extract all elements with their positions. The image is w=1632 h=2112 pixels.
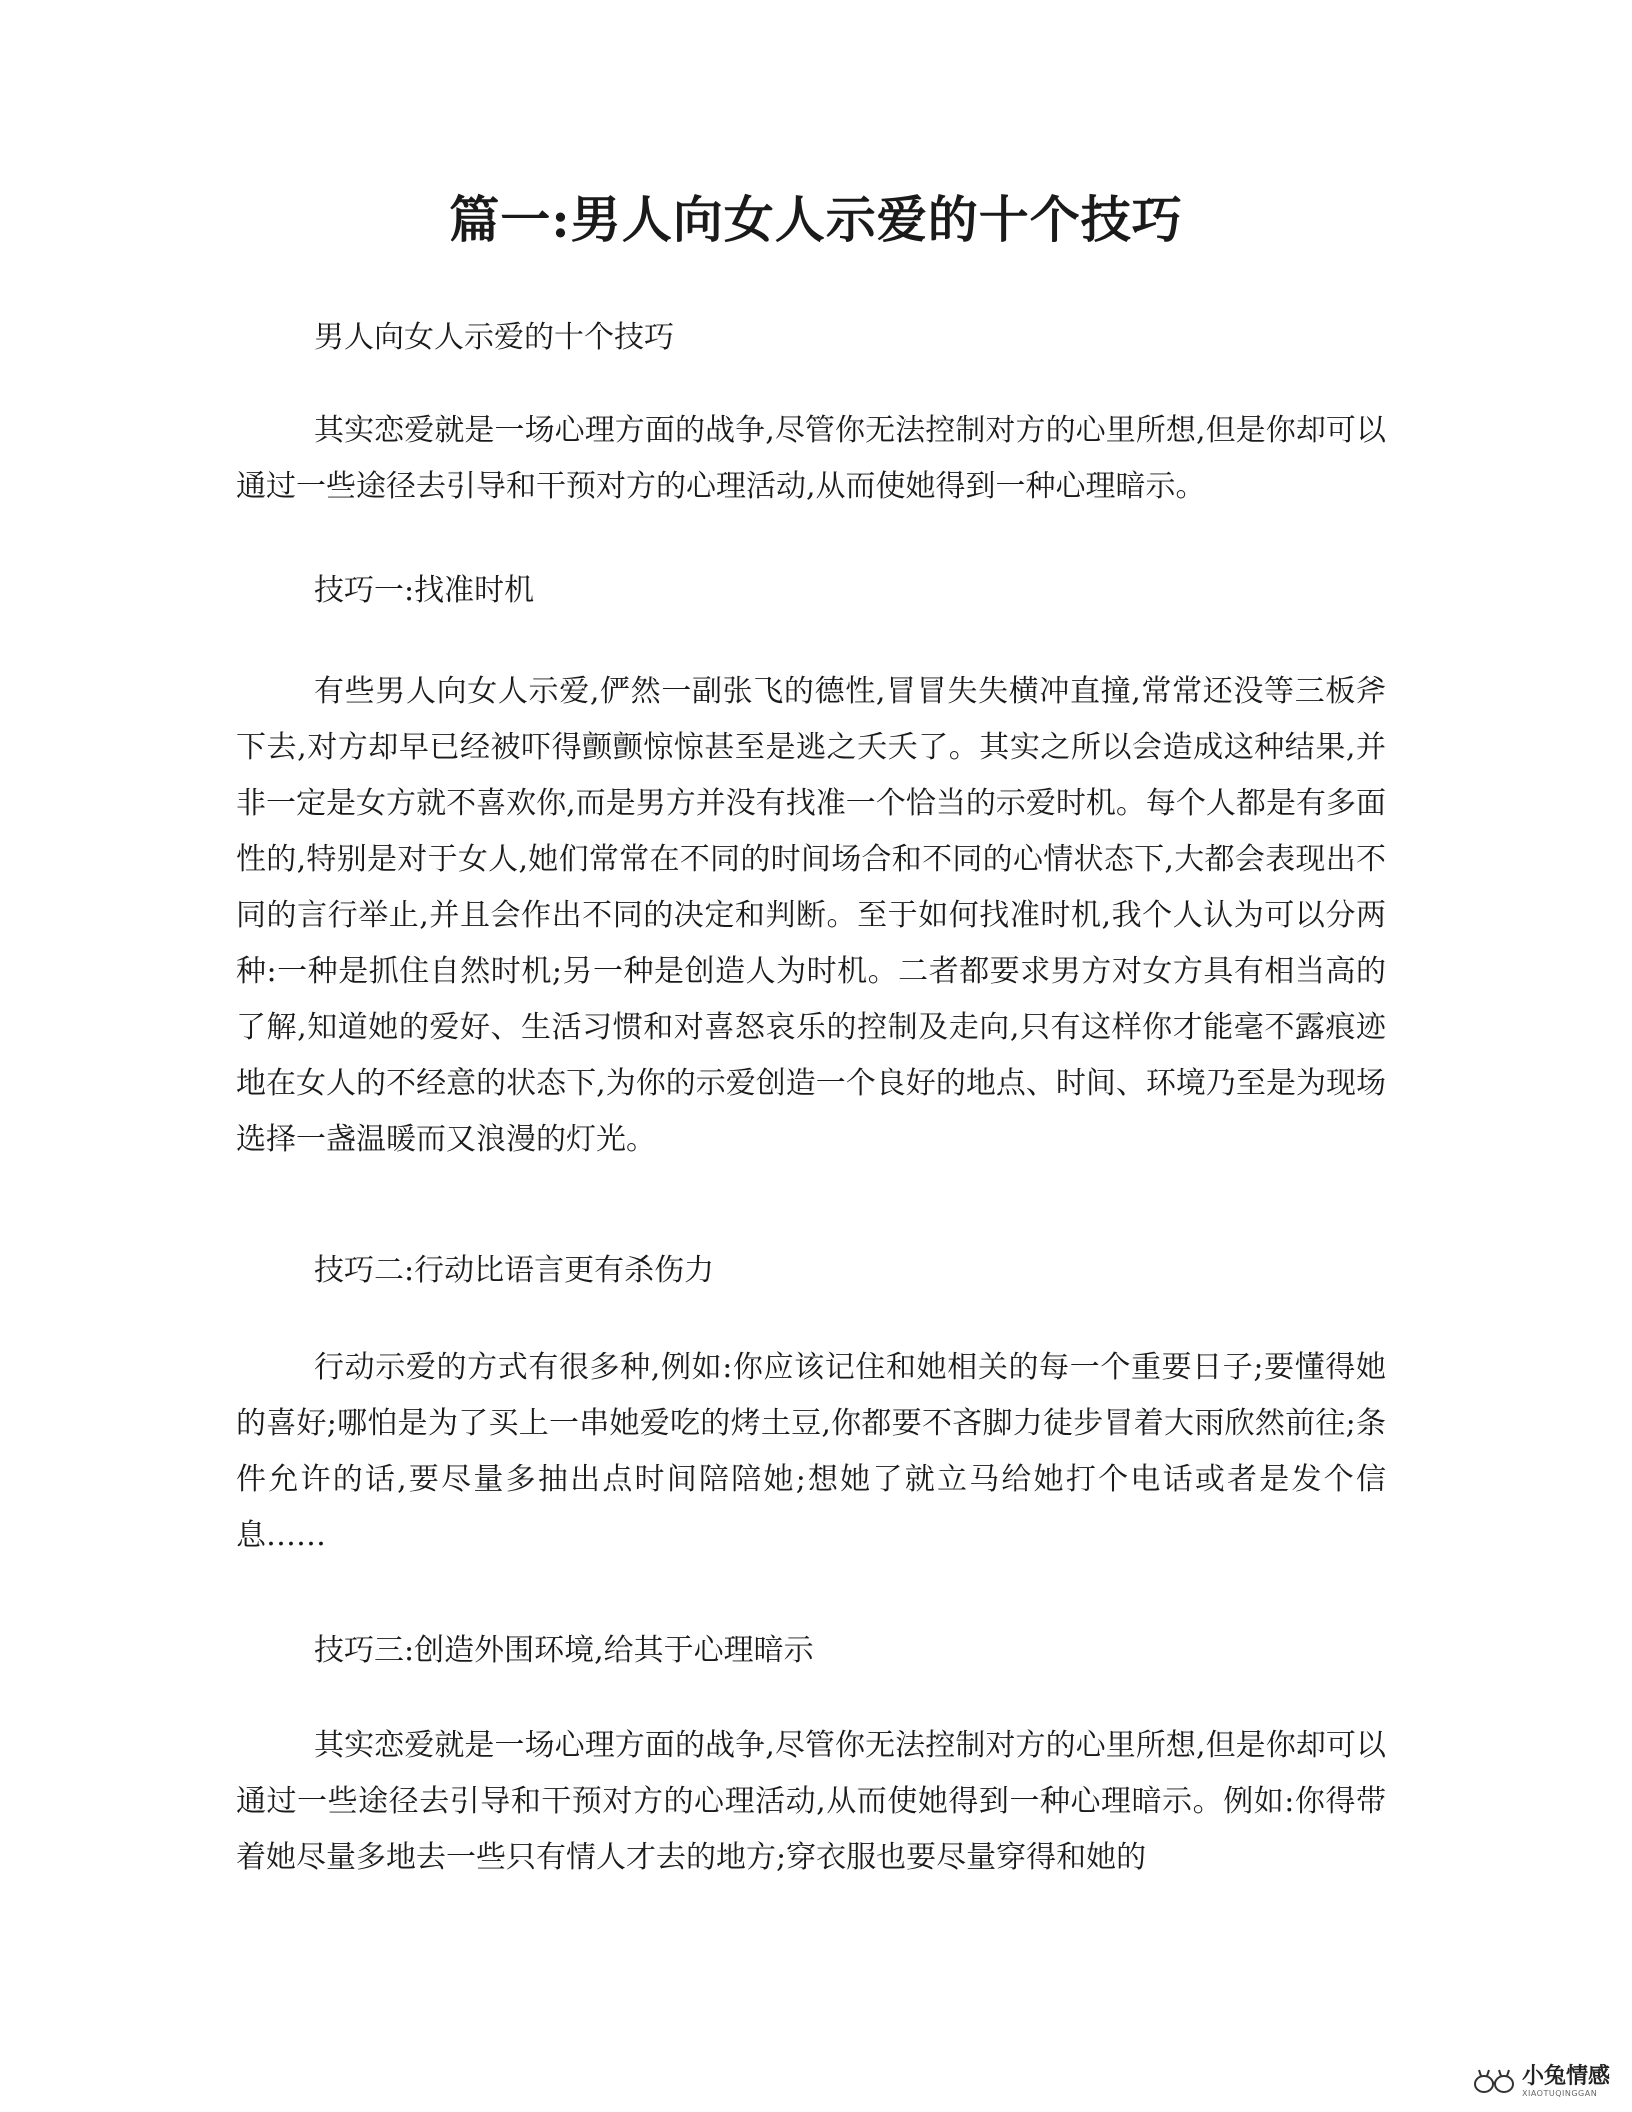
watermark-url: XIAOTUQINGGAN <box>1521 2089 1598 2098</box>
document-title: 篇一:男人向女人示爱的十个技巧 <box>449 190 1183 249</box>
paragraph-tip-2: 行动示爱的方式有很多种,例如:你应该记住和她相关的每一个重要日子;要懂得她的喜好;哪怕是为了买上一串她爱吃的烤土豆,你都要不吝脚力徒步冒着大雨欣然前往;条件允许的话,要尽量多抽出点时间陪陪她;想她了就立马给她打个电话或者是发个信息…… <box>236 1350 1386 1553</box>
heading-tip-2: 技巧二:行动比语言更有杀伤力 <box>314 1253 715 1288</box>
document-subtitle: 男人向女人示爱的十个技巧 <box>314 320 674 355</box>
paragraph-tip-3: 其实恋爱就是一场心理方面的战争,尽管你无法控制对方的心里所想,但是你却可以通过一些途径去引导和干预对方的心理活动,从而使她得到一种心理暗示。例如:你得带着她尽量多地去一些只有情人才去的地方;穿衣服也要尽量穿得和她的 <box>236 1728 1386 1875</box>
watermark <box>1472 2066 1610 2098</box>
heading-tip-3: 技巧三:创造外围环境,给其于心理暗示 <box>314 1633 814 1668</box>
watermark-name: 小兔情感 <box>1521 2064 1610 2089</box>
paragraph-tip-1: 有些男人向女人示爱,俨然一副张飞的德性,冒冒失失横冲直撞,常常还没等三板斧下去,对方却早已经被吓得颤颤惊惊甚至是逃之夭夭了。其实之所以会造成这种结果,并非一定是女方就不喜欢你,而是男方并没有找准一个恰当的示爱时机。每个人都是有多面性的,特别是对于女人,她们常常在不同的时间场合和不同的心情状态下,大都会表现出不同的言行举止,并且会作出不同的决定和判断。至于如何找准时机,我个人认为可以分两种:一种是抓住自然时机;另一种是创造人为时机。二者都要求男方对女方具有相当高的了解,知道她的爱好、生活习惯和对喜怒哀乐的控制及走向,只有这样你才能毫不露痕迹地在女人的不经意的状态下,为你的示爱创造一个良好的地点、时间、环境乃至是为现场选择一盏温暖而又浪漫的灯光。 <box>236 674 1386 1157</box>
rabbit-logo-icon <box>1472 2068 1516 2096</box>
paragraph-intro: 其实恋爱就是一场心理方面的战争,尽管你无法控制对方的心里所想,但是你却可以通过一些途径去引导和干预对方的心理活动,从而使她得到一种心理暗示。 <box>236 413 1386 504</box>
heading-tip-1: 技巧一:找准时机 <box>314 573 535 608</box>
